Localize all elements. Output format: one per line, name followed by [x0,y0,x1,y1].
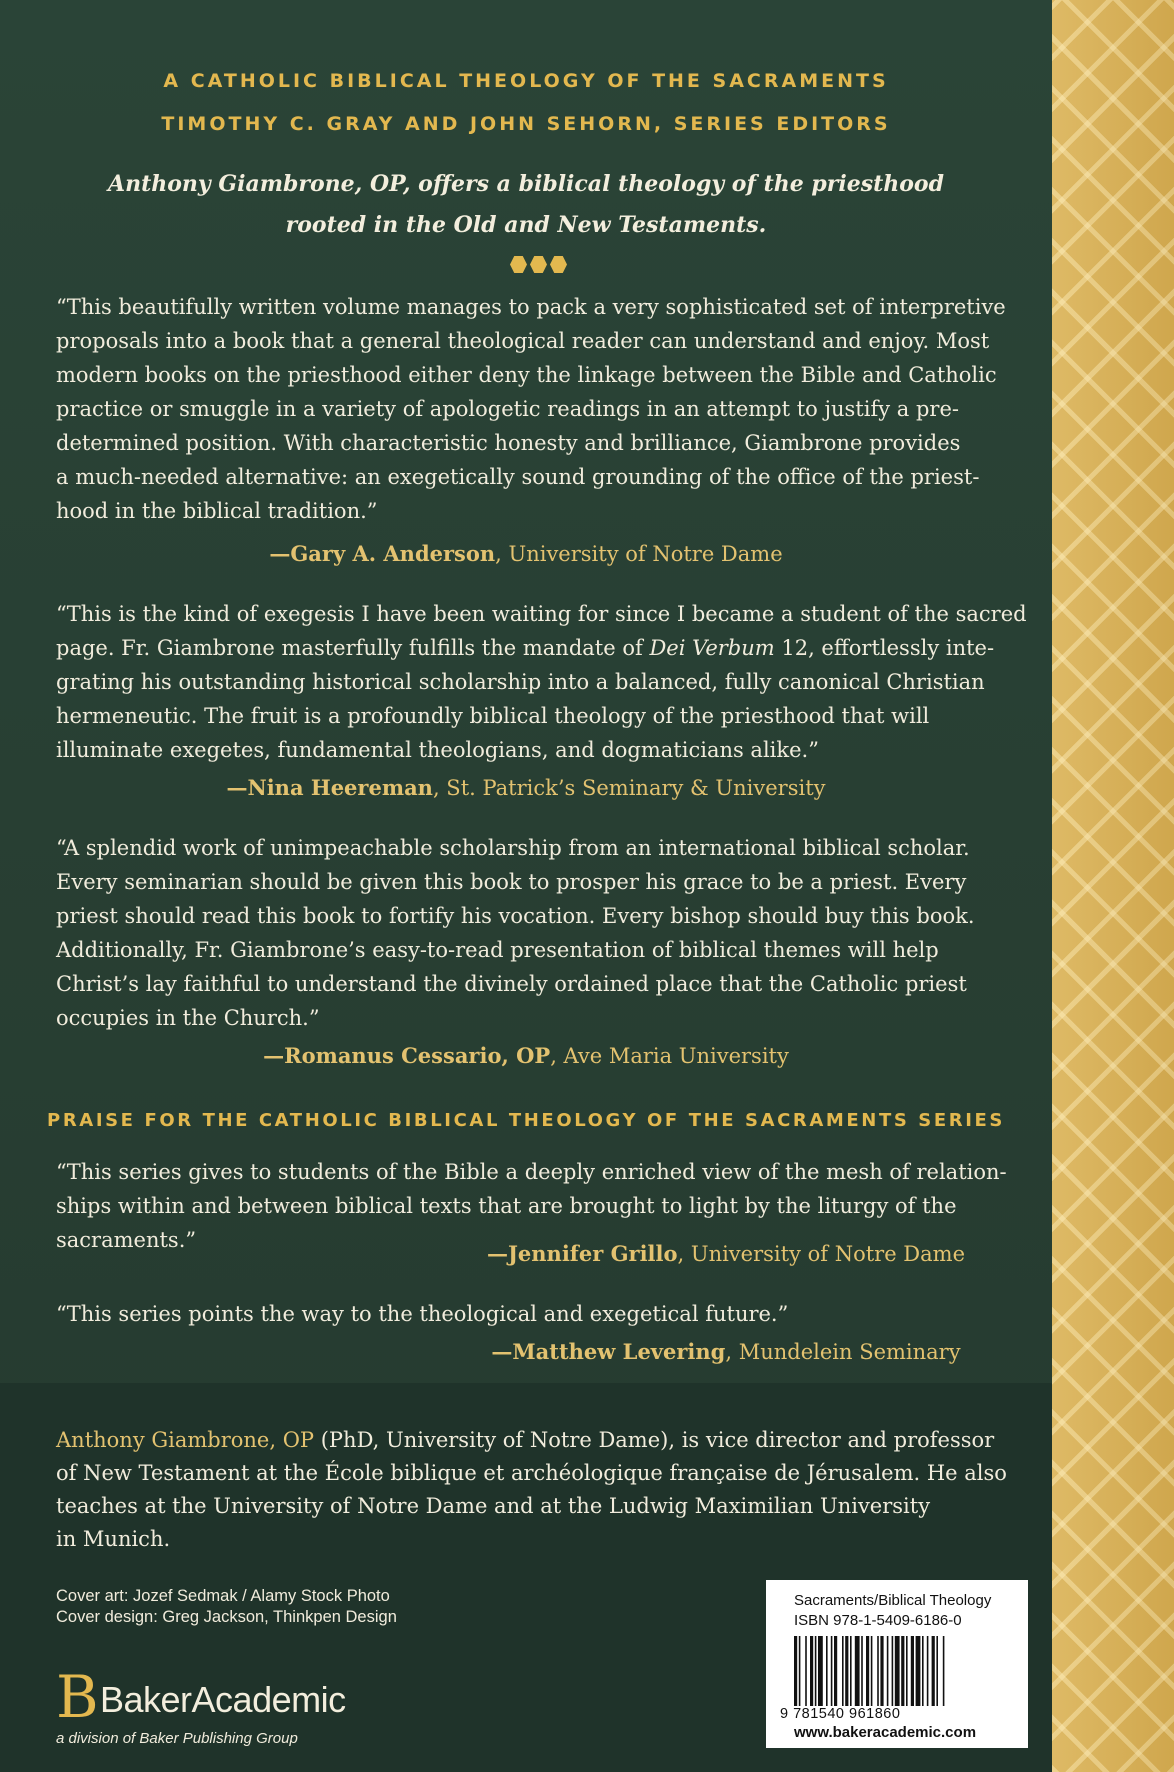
publisher-subtitle: a division of Baker Publishing Group [56,1730,298,1747]
endorser-name: —Gary A. Anderson [269,541,496,566]
quote-line: practice or smuggle in a variety of apologetic readings in an attempt to justify a pre- [56,397,959,421]
barcode-bar [831,1636,833,1706]
publisher-name: BakerAcademic [100,1679,346,1720]
endorser-name: —Nina Heereman [226,775,433,800]
endorsement-attribution [0,774,1052,802]
barcode-bar [922,1636,924,1706]
intro-line: rooted in the Old and New Testaments. [285,212,767,238]
endorser-name: —Jennifer Grillo [486,1241,678,1266]
quote-text: page. Fr. Giambrone masterfully fulfills the mandate of [56,636,650,660]
barcode-bar [818,1636,823,1706]
cover-art-credit: Cover art: Jozef Sedmak / Alamy Stock Photo [56,1587,390,1605]
endorser-affiliation: , University of Notre Dame [677,1242,965,1266]
barcode-bar [877,1636,879,1706]
quote-line: occupies in the Church.” [56,1006,320,1030]
barcode-bar [866,1636,869,1706]
quote-line: hermeneutic. The fruit is a profoundly biblical theology of the priesthood that will [56,704,930,728]
endorser-affiliation: , Mundelein Seminary [725,1340,961,1364]
endorsement-quote [56,290,1016,528]
quote-italic-title: Dei Verbum [649,636,775,660]
publisher-url: www.bakeracademic.com [794,1724,977,1741]
barcode-bar [850,1636,852,1706]
hexagon-icon [550,256,567,273]
quote-line: “This series points the way to the theological and exegetical future.” [56,1302,789,1326]
quote-line: illuminate exegetes, fundamental theologians, and dogmaticians alike.” [56,738,819,762]
barcode-bar [845,1636,848,1706]
endorser-name: —Romanus Cessario, OP [263,1043,551,1068]
quote-line: “This beautifully written volume manages to pack a very sophisticated set of interpretive [56,295,1006,319]
barcode-bar [906,1636,908,1706]
barcode-bar [936,1636,938,1706]
intro-text [0,164,1052,246]
barcode-bar [916,1636,921,1706]
isbn-label: ISBN 978-1-5409-6186-0 [794,1612,962,1629]
quote-line: modern books on the priesthood either deny the linkage between the Bible and Catholic [56,363,997,387]
quote-line: grating his outstanding historical scholarship into a balanced, fully canonical Christian [56,670,985,694]
hexagon-icon [530,256,547,273]
barcode-bar [892,1636,894,1706]
barcode-box [766,1580,1028,1748]
quote-line: determined position. With characteristic honesty and brilliance, Giambrone provides [56,431,961,455]
barcode-bar [901,1636,904,1706]
endorsement-quote [56,597,1027,767]
barcode-bar [861,1636,863,1706]
quote-line: ships within and between biblical texts that are brought to light by the liturgy of the [56,1194,957,1218]
barcode-bar [834,1636,837,1706]
endorsement-attribution [0,540,1052,568]
bio-line [56,1424,1016,1457]
gold-pattern-strip [1052,0,1174,1772]
quote-line: hood in the biblical tradition.” [56,499,378,523]
quote-line: proposals into a book that a general theological reader can understand and enjoy. Most [56,329,990,353]
barcode-bar [911,1636,914,1706]
barcode-bar [794,1636,797,1706]
barcode-bar [842,1636,844,1706]
quote-line [56,631,1016,665]
hexagon-ornament-icon [510,256,570,276]
author-name: Anthony Giambrone, OP [56,1428,315,1452]
barcode-bar [887,1636,889,1706]
bio-text: (PhD, University of Notre Dame), is vice director and professor [314,1428,995,1452]
quote-line: “This series gives to students of the Bible a deeply enriched view of the mesh of relation- [56,1160,1007,1184]
series-praise-attribution [200,1240,1174,1268]
cover-credits [56,1586,397,1628]
barcode-bar [943,1636,945,1706]
quote-line: Additionally, Fr. Giambrone’s easy-to-read presentation of biblical themes will help [56,938,939,962]
barcode-bar [895,1636,900,1706]
intro-line: Anthony Giambrone, OP, offers a biblical theology of the priesthood [108,171,944,197]
barcode-bar [880,1636,883,1706]
book-category: Sacraments/Biblical Theology [794,1592,992,1609]
quote-line: Christ’s lay faithful to understand the divinely ordained place that the Catholic priest [56,972,967,996]
barcode-bar [871,1636,873,1706]
endorsement-quote [56,831,1016,1035]
quote-line: “This is the kind of exegesis I have been waiting for since I became a student of the sacred [56,602,1027,626]
barcode-digits: 9 781540 961860 [780,1706,901,1722]
barcode-bar [826,1636,828,1706]
bio-line: in Munich. [56,1527,171,1551]
quote-line: “A splendid work of unimpeachable scholarship from an international biblical scholar. [56,836,970,860]
series-praise-attribution [200,1338,1174,1366]
bio-line: teaches at the University of Notre Dame and at the Ludwig Maximilian University [56,1494,931,1518]
quote-line: priest should read this book to fortify his vocation. Every bishop should buy this book. [56,904,975,928]
endorsement-attribution [0,1042,1052,1070]
baker-b-logo-icon: B [56,1663,99,1731]
barcode-bar [810,1636,813,1706]
series-title: A CATHOLIC BIBLICAL THEOLOGY OF THE SACRAMENTS [163,70,889,92]
series-editors: TIMOTHY C. GRAY AND JOHN SEHORN, SERIES EDITORS [161,113,891,135]
author-bio [56,1424,1016,1556]
endorser-name: —Matthew Levering [491,1339,726,1364]
series-praise-quote [56,1297,1016,1331]
barcode-bar [805,1636,807,1706]
quote-text: 12, effortlessly inte- [774,636,995,660]
quote-line: a much-needed alternative: an exegetically sound grounding of the office of the priest- [56,465,980,489]
quote-line: Every seminarian should be given this book to prosper his grace to be a priest. Every [56,870,967,894]
barcode-bar [855,1636,860,1706]
quote-line: sacraments.” [56,1228,197,1252]
barcode-bar [815,1636,817,1706]
barcode-icon [794,1636,1006,1706]
publisher-logo [56,1663,456,1748]
cover-design-credit: Cover design: Greg Jackson, Thinkpen Design [56,1608,397,1626]
bio-line: of New Testament at the École biblique et archéologique française de Jérusalem. He also [56,1461,1007,1485]
barcode-bar [927,1636,929,1706]
barcode-bar [932,1636,935,1706]
endorser-affiliation: , Ave Maria University [550,1044,789,1068]
barcode-bar [799,1636,801,1706]
endorser-affiliation: , St. Patrick’s Seminary & University [432,776,826,800]
endorser-affiliation: , University of Notre Dame [495,542,783,566]
praise-heading: PRAISE FOR THE CATHOLIC BIBLICAL THEOLOGY OF THE SACRAMENTS SERIES [47,1110,1005,1131]
hexagon-icon [510,256,527,273]
